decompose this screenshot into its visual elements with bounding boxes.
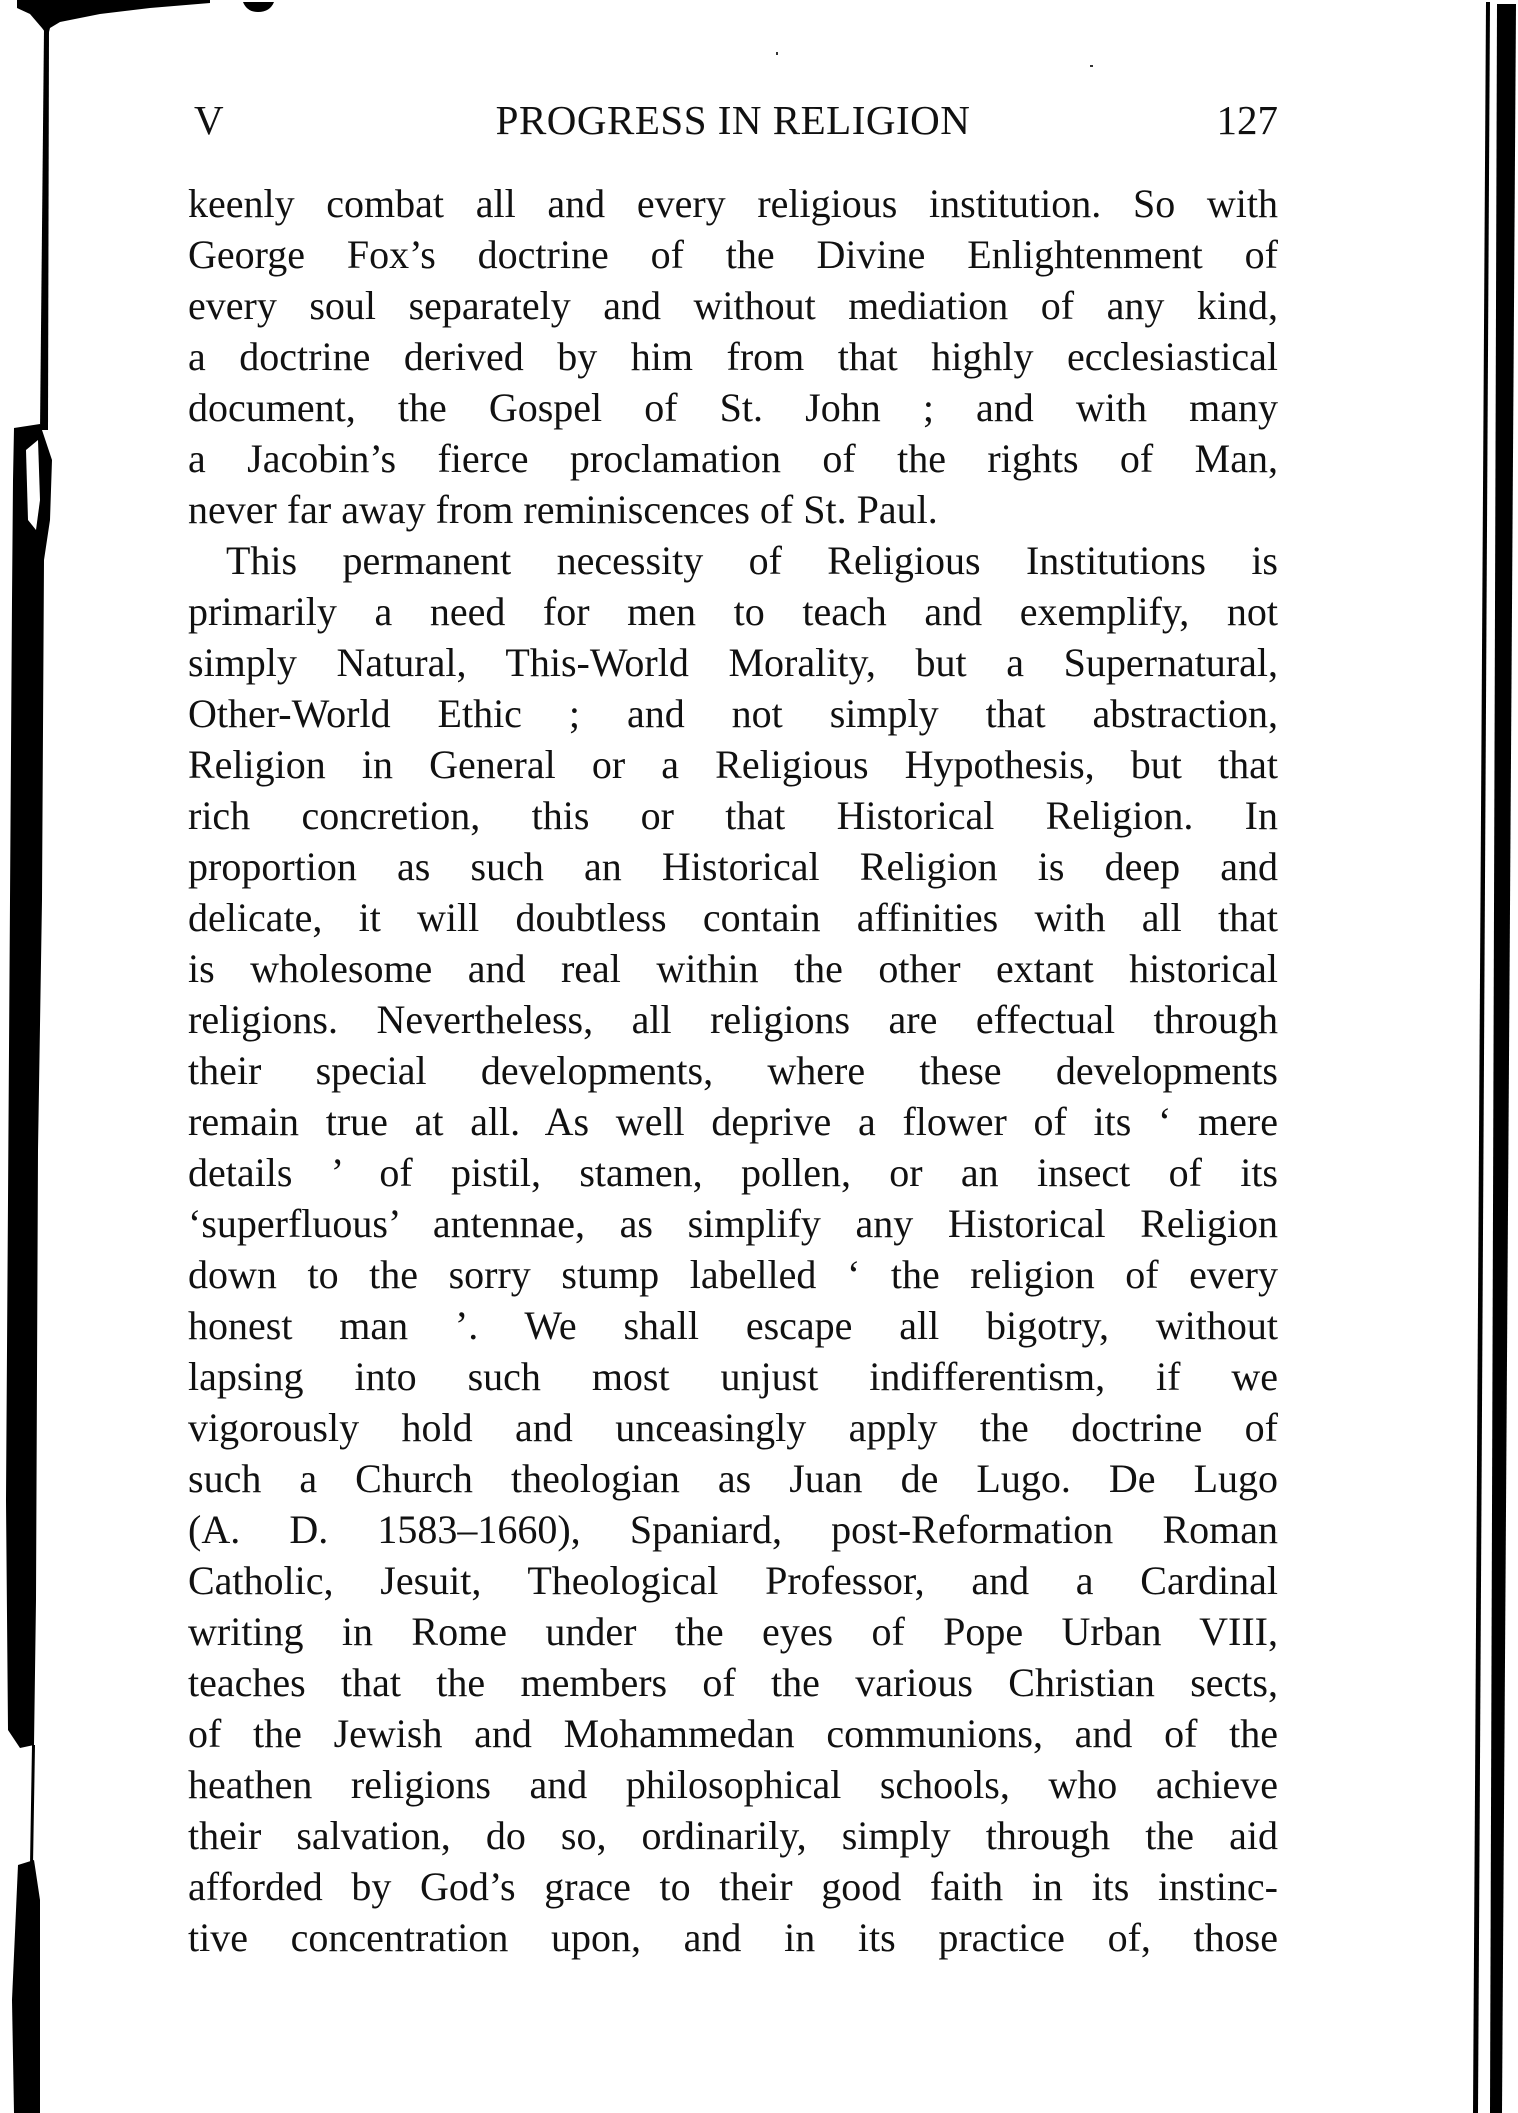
page-number: 127 <box>1216 97 1278 143</box>
right-edge-line <box>1473 2 1490 2113</box>
text-line: lapsing into such most unjust indifferentism, if we <box>188 1354 1278 1399</box>
text-line: primarily a need for men to teach and exemplify, not <box>188 589 1278 634</box>
text-line: their salvation, do so, ordinarily, simply through the aid <box>188 1813 1278 1858</box>
text-line: simply Natural, This-World Morality, but a Supernatural, <box>188 640 1278 685</box>
text-line: remain true at all. As well deprive a flower of its ‘ mere <box>188 1099 1278 1144</box>
text-line: Religion in General or a Religious Hypothesis, but that <box>188 742 1278 787</box>
paragraph-2 <box>188 535 1278 1963</box>
right-page-edge <box>1490 4 1516 2113</box>
left-binding-shadow <box>6 424 52 1748</box>
left-binding-shadow-lower <box>12 1860 40 2113</box>
top-edge-mark <box>243 2 274 12</box>
text-line: honest man ’. We shall escape all bigotry, without <box>188 1303 1278 1348</box>
text-line: Other-World Ethic ; and not simply that abstraction, <box>188 691 1278 736</box>
text-line: tive concentration upon, and in its practice of, those <box>188 1915 1278 1960</box>
text-line: a Jacobin’s fierce proclamation of the rights of Man, <box>188 436 1278 481</box>
text-line: details ’ of pistil, stamen, pollen, or an insect of its <box>188 1150 1278 1195</box>
text-line: keenly combat all and every religious institution. So with <box>188 181 1278 226</box>
text-line: every soul separately and without mediation of any kind, <box>188 283 1278 328</box>
text-line: such a Church theologian as Juan de Lugo. De Lugo <box>188 1456 1278 1501</box>
text-line: vigorously hold and unceasingly apply the doctrine of <box>188 1405 1278 1450</box>
text-line: a doctrine derived by him from that highly ecclesiastical <box>188 334 1278 379</box>
text-line: proportion as such an Historical Religion is deep and <box>188 844 1278 889</box>
text-line: teaches that the members of the various Christian sects, <box>188 1660 1278 1705</box>
text-line: document, the Gospel of St. John ; and with many <box>188 385 1278 430</box>
text-line: of the Jewish and Mohammedan communions, and of the <box>188 1711 1278 1756</box>
text-line: down to the sorry stump labelled ‘ the religion of every <box>188 1252 1278 1297</box>
text-line: rich concretion, this or that Historical Religion. In <box>188 793 1278 838</box>
text-line: heathen religions and philosophical schools, who achieve <box>188 1762 1278 1807</box>
text-line: never far away from reminiscences of St. Paul. <box>188 487 938 532</box>
speck <box>1090 65 1093 67</box>
speck <box>776 52 778 55</box>
running-head <box>188 96 1278 144</box>
chapter-numeral: V <box>194 97 224 143</box>
running-title: PROGRESS IN RELIGION <box>495 97 971 143</box>
body-text <box>188 178 1278 1963</box>
text-line: delicate, it will doubtless contain affinities with all that <box>188 895 1278 940</box>
text-line: is wholesome and real within the other extant historical <box>188 946 1278 991</box>
text-line: writing in Rome under the eyes of Pope Urban VIII, <box>188 1609 1278 1654</box>
text-line: (A. D. 1583–1660), Spaniard, post-Reformation Roman <box>188 1507 1278 1552</box>
text-line: ‘superfluous’ antennae, as simplify any Historical Religion <box>188 1201 1278 1246</box>
left-edge-line-lower <box>30 1745 35 1865</box>
text-line: This permanent necessity of Religious Institutions is <box>226 538 1278 583</box>
text-line: George Fox’s doctrine of the Divine Enlightenment of <box>188 232 1278 277</box>
text-line: their special developments, where these developments <box>188 1048 1278 1093</box>
left-edge-line <box>40 28 49 430</box>
text-line: religions. Nevertheless, all religions are effectual through <box>188 997 1278 1042</box>
text-line: Catholic, Jesuit, Theological Professor, and a Cardinal <box>188 1558 1278 1603</box>
paragraph-1 <box>188 178 1278 535</box>
text-line: afforded by God’s grace to their good faith in its instinc- <box>188 1864 1278 1909</box>
